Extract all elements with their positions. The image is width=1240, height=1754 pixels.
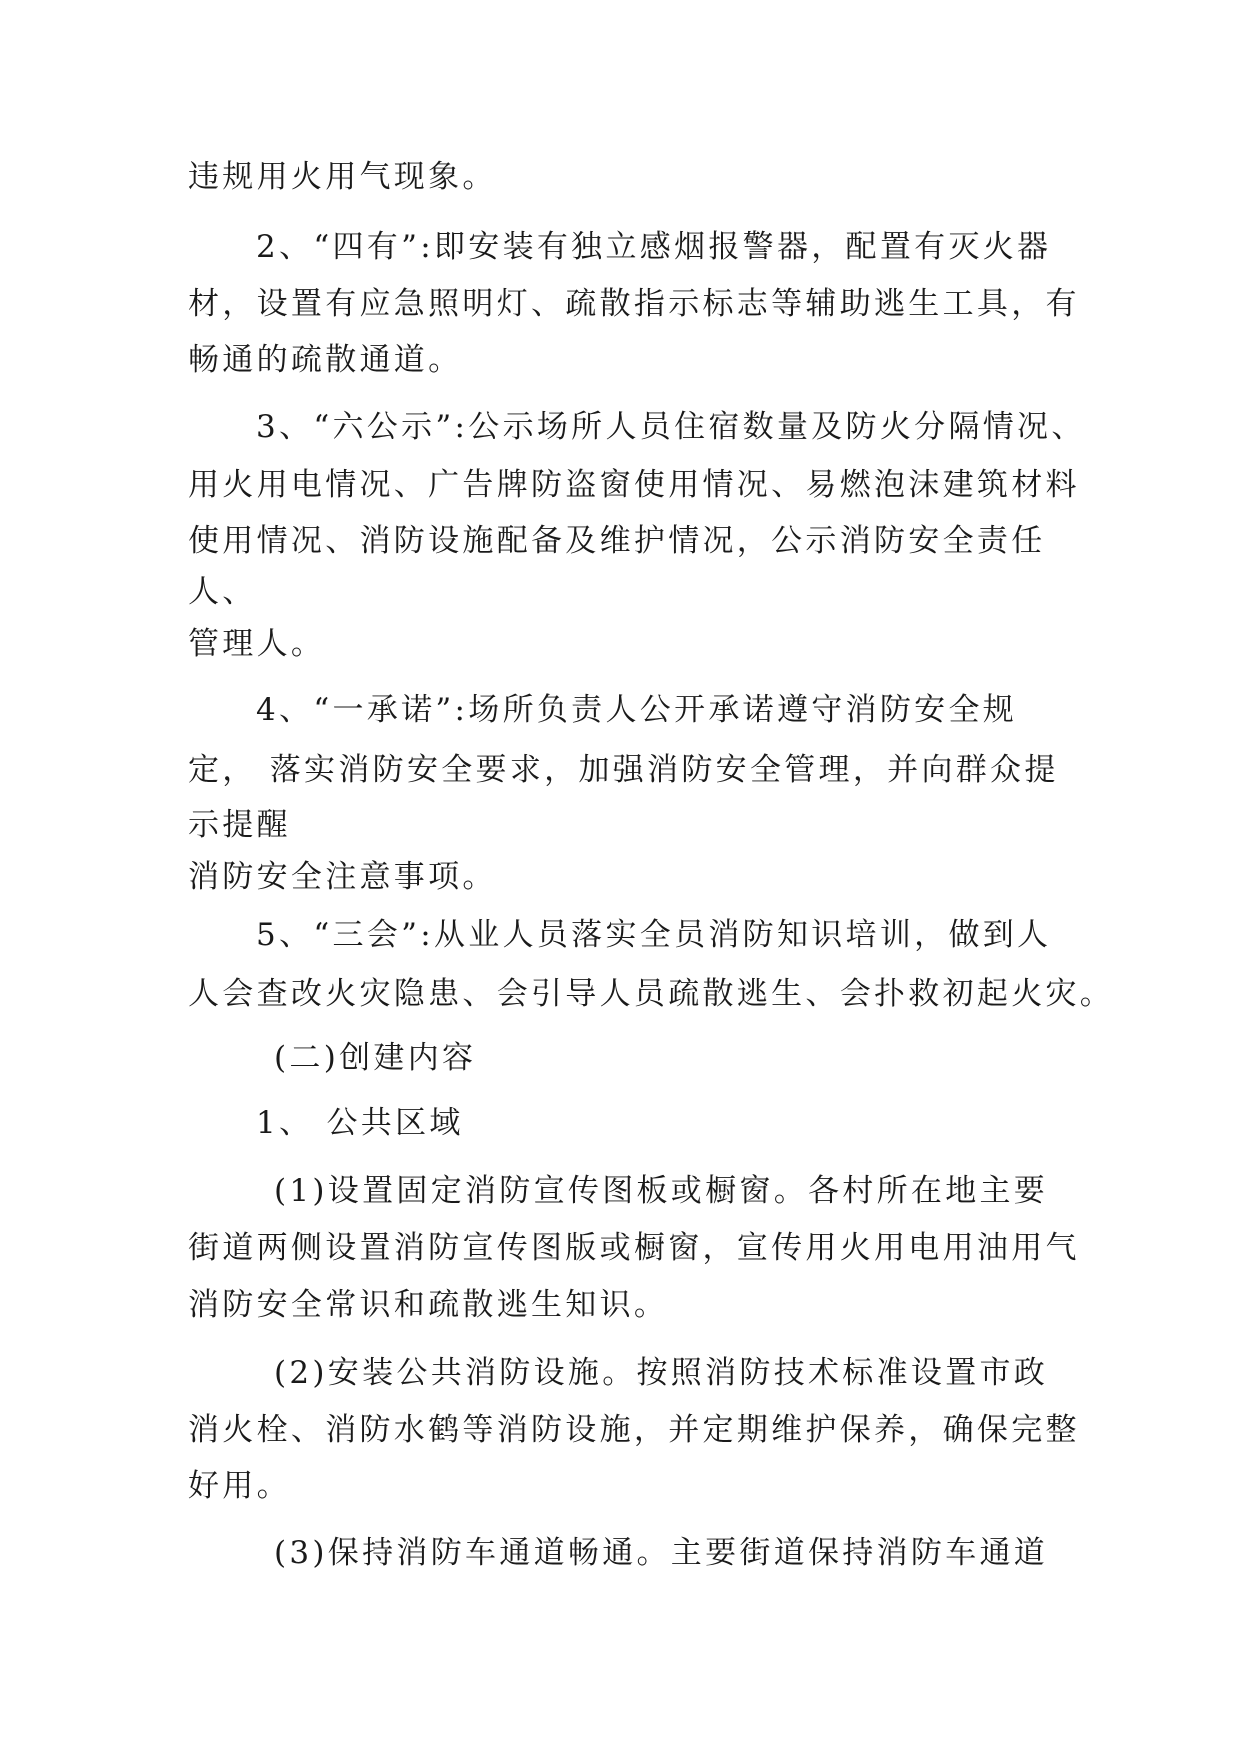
section-heading: (二)创建内容: [274, 1040, 477, 1076]
text-line: 消火栓、消防水鹤等消防设施，并定期维护保养，确保完整: [188, 1412, 1080, 1448]
text-line: 人会查改火灾隐患、会引导人员疏散逃生、会扑救初起火灾。: [188, 976, 1115, 1012]
text-line: (1)设置固定消防宣传图板或橱窗。各村所在地主要: [274, 1173, 1049, 1209]
text-line: 街道两侧设置消防宣传图版或橱窗，宣传用火用电用油用气: [188, 1230, 1080, 1266]
text-line: 2、“四有”:即安装有独立感烟报警器，配置有灭火器: [256, 229, 1052, 265]
text-line: 4、“一承诺”:场所负责人公开承诺遵守消防安全规: [256, 692, 1018, 728]
text-line: 使用情况、消防设施配备及维护情况，公示消防安全责任: [188, 523, 1046, 559]
text-line: 用火用电情况、广告牌防盗窗使用情况、易燃泡沫建筑材料: [188, 467, 1080, 503]
text-line: 定， 落实消防安全要求，加强消防安全管理，并向群众提: [188, 752, 1059, 788]
text-line: 管理人。: [188, 626, 326, 662]
text-line: (3)保持消防车通道畅通。主要街道保持消防车通道: [274, 1535, 1049, 1571]
text-line: 消防安全常识和疏散逃生知识。: [188, 1287, 669, 1323]
text-line: 消防安全注意事项。: [188, 859, 497, 895]
text-line: 好用。: [188, 1468, 291, 1504]
text-line: 人、: [188, 574, 257, 610]
text-line: 材，设置有应急照明灯、疏散指示标志等辅助逃生工具，有: [188, 286, 1080, 322]
subsection-heading: 1、 公共区域: [256, 1105, 464, 1141]
text-line: 畅通的疏散通道。: [188, 342, 463, 378]
text-line: 示提醒: [188, 807, 291, 843]
text-line: 3、“六公示”:公示场所人员住宿数量及防火分隔情况、: [256, 409, 1086, 445]
text-line: 违规用火用气现象。: [188, 159, 497, 195]
text-line: 5、“三会”:从业人员落实全员消防知识培训，做到人: [256, 917, 1052, 953]
text-line: (2)安装公共消防设施。按照消防技术标准设置市政: [274, 1355, 1049, 1391]
